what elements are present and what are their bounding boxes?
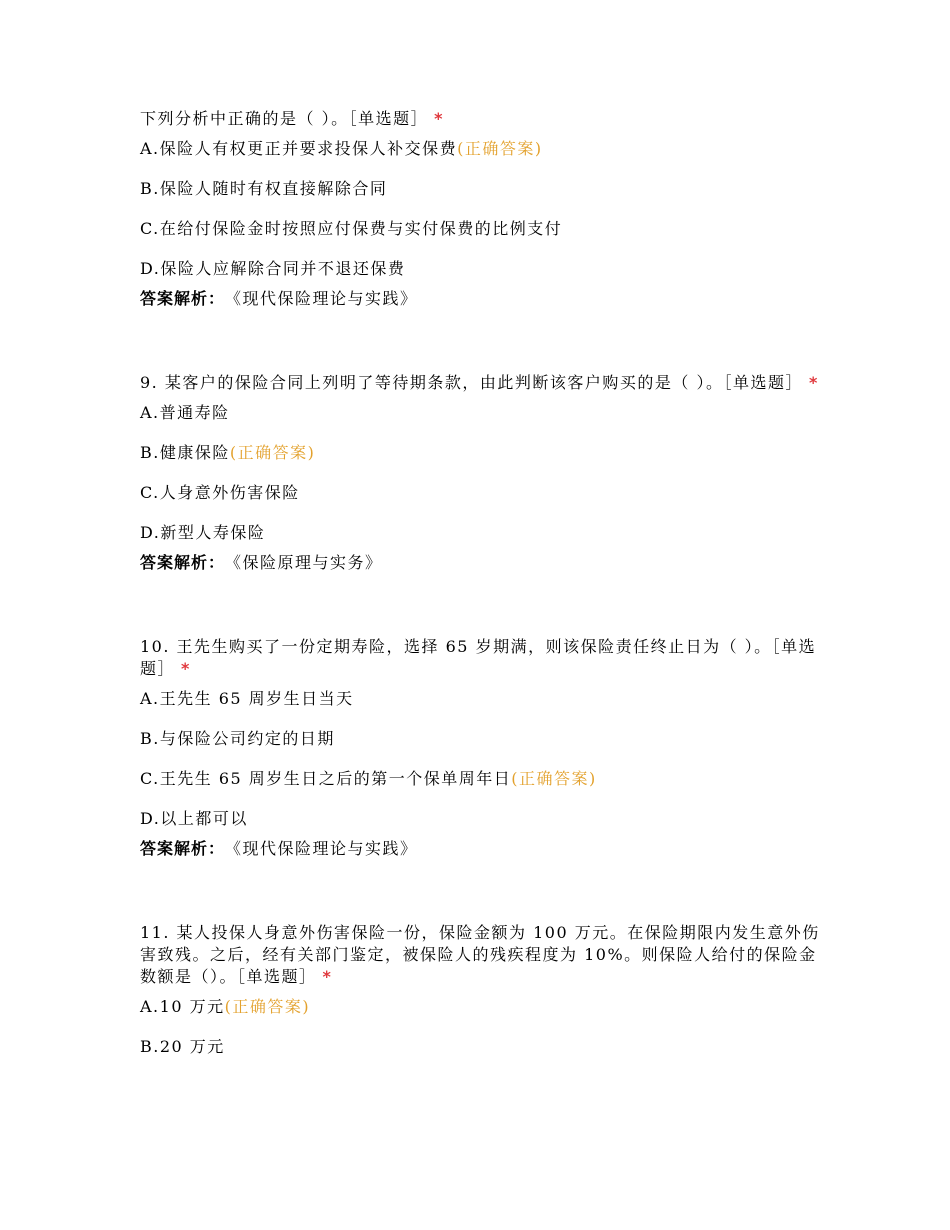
option-b [140,178,820,200]
correct-answer-tag: (正确答案) [229,443,316,462]
question-11 [140,922,820,1058]
correct-answer-tag: (正确答案) [457,139,543,158]
question-10 [140,636,820,860]
option-a [140,138,820,160]
option-b [140,442,820,464]
option-text: D.以上都可以 [140,809,248,828]
quiz-page [140,108,820,1076]
option-a [140,688,820,710]
required-mark: * [181,659,191,678]
option-text: C.人身意外伤害保险 [140,483,300,502]
correct-answer-tag: (正确答案) [224,997,311,1016]
question-title [140,922,820,988]
option-c [140,768,820,790]
option-text: A.保险人有权更正并要求投保人补交保费 [140,139,458,158]
question-title [140,636,820,680]
option-a [140,996,820,1018]
option-text: B.健康保险 [140,443,230,462]
option-text: B.20 万元 [140,1037,225,1056]
option-d [140,808,820,830]
option-c [140,218,820,240]
question-9 [140,372,820,574]
question-text: 10. 王先生购买了一份定期寿险，选择 65 岁期满，则该保险责任终止日为（ ）。［单选题］ [140,637,817,678]
option-text: A.王先生 65 周岁生日当天 [140,689,354,708]
required-mark: * [322,967,333,986]
analysis-label: 答案解析： [140,289,226,308]
option-text: C.在给付保险金时按照应付保费与实付保费的比例支付 [140,219,563,238]
analysis-text: 《现代保险理论与实践》 [233,289,418,308]
option-d [140,258,820,280]
option-text: A.10 万元 [140,997,225,1016]
analysis-label: 答案解析： [140,839,226,858]
option-text: B.保险人随时有权直接解除合同 [140,179,388,198]
required-mark: * [434,109,444,128]
option-b [140,728,820,750]
option-text: C.王先生 65 周岁生日之后的第一个保单周年日 [140,769,512,788]
analysis-label: 答案解析： [140,553,226,572]
answer-analysis [140,552,820,574]
analysis-text: 《保险原理与实务》 [233,553,383,572]
question-text: 下列分析中正确的是（ ）。［单选题］ [140,109,429,128]
required-mark: * [808,373,819,392]
option-b [140,1036,820,1058]
option-c [140,482,820,504]
question-text: 9. 某客户的保险合同上列明了等待期条款，由此判断该客户购买的是（ ）。［单选题］ [140,373,803,392]
option-a [140,402,820,424]
question-text: 11. 某人投保人身意外伤害保险一份，保险金额为 100 万元。在保险期限内发生意外伤害致残。之后，经有关部门鉴定，被保险人的残疾程度为 10%。则保险人给付的保险金数额是（）。［单选题］ [140,923,820,986]
question-title [140,108,820,130]
option-text: B.与保险公司约定的日期 [140,729,335,748]
option-text: D.新型人寿保险 [140,523,266,542]
question-8 [140,108,820,310]
option-d [140,522,820,544]
option-text: A.普通寿险 [140,403,230,422]
answer-analysis [140,838,820,860]
correct-answer-tag: (正确答案) [511,769,597,788]
option-text: D.保险人应解除合同并不退还保费 [140,259,406,278]
analysis-text: 《现代保险理论与实践》 [233,839,418,858]
question-title [140,372,820,394]
answer-analysis [140,288,820,310]
